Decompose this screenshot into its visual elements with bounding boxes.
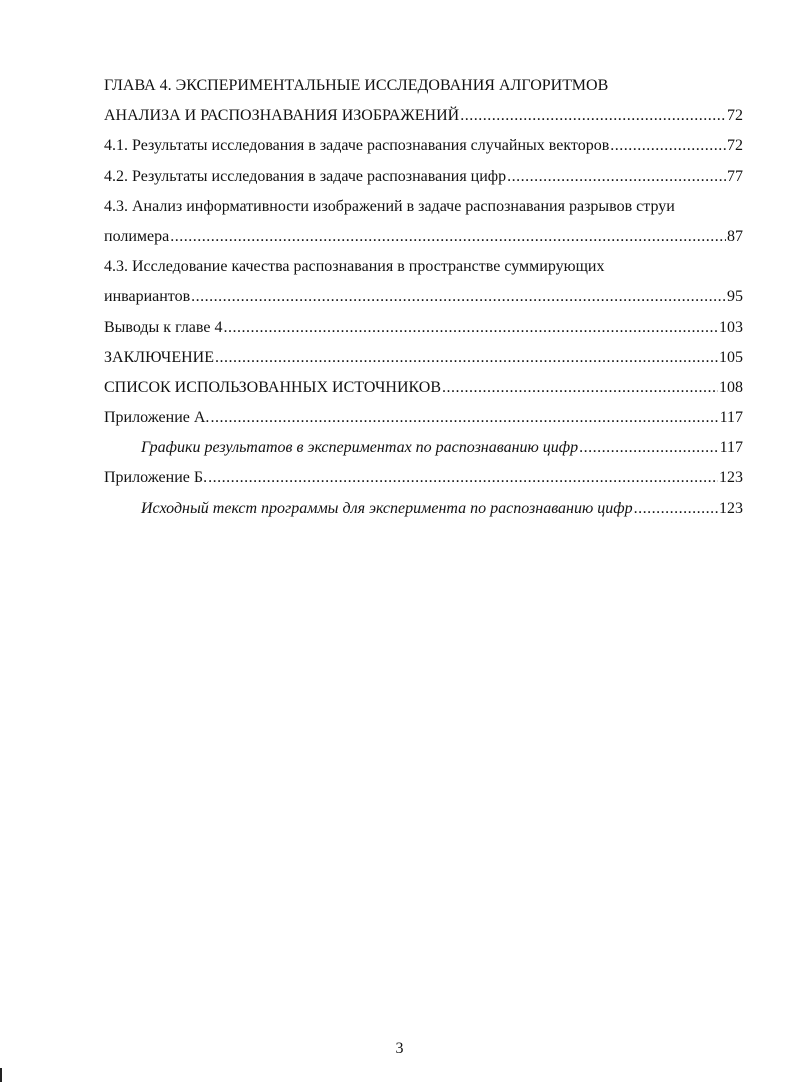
toc-page-number: 117 [719,439,743,457]
toc-page-number: 72 [727,107,743,125]
toc-page-number: 87 [727,227,743,245]
toc-entry-final [104,343,743,373]
toc-entry-text: СПИСОК ИСПОЛЬЗОВАННЫХ ИСТОЧНИКОВ [104,378,442,396]
table-of-contents [104,71,743,524]
toc-entry-text: АНАЛИЗА И РАСПОЗНАВАНИЯ ИЗОБРАЖЕНИЙ [104,107,460,125]
toc-entry-4-3b-line2 [104,282,743,312]
toc-entry-text: Графики результатов в экспериментах по распознаванию цифр [141,439,579,457]
dot-leader [210,403,718,433]
dot-leader [579,433,718,463]
dot-leader [170,222,726,252]
scan-edge-mark [0,1068,2,1082]
toc-entry-text: 4.2. Результаты исследования в задаче распознавания цифр [104,167,507,185]
toc-page-number: 105 [719,348,743,366]
dot-leader [442,373,718,403]
toc-entry-sources [104,373,743,403]
toc-entry-text: полимера [104,227,170,245]
toc-entry-text: 4.3. Анализ информативности изображений в задаче распознавания разрывов струи [104,197,675,215]
toc-entry-text: инвариантов [104,288,191,306]
toc-entry-text: Выводы к главе 4 [104,318,223,336]
toc-entry-text: Приложение А. [104,409,210,427]
toc-entry-conclusions-ch4 [104,313,743,343]
dot-leader [460,101,726,131]
toc-entry-4-3a-line2 [104,222,743,252]
dot-leader [215,343,718,373]
dot-leader [634,494,718,524]
toc-entry-text: 4.1. Результаты исследования в задаче распознавания случайных векторов [104,137,610,155]
toc-page-number: 117 [719,409,743,427]
toc-page-number: 95 [727,288,743,306]
toc-page-number: 123 [719,469,743,487]
toc-entry-appendix-a [104,403,743,433]
toc-entry-appendix-a-sub [104,433,743,463]
dot-leader [191,282,726,312]
toc-entry-text: ГЛАВА 4. ЭКСПЕРИМЕНТАЛЬНЫЕ ИССЛЕДОВАНИЯ АЛГОРИТМОВ [104,77,609,94]
toc-entry-chapter4-line2 [104,101,743,131]
toc-entry-text: Исходный текст программы для эксперимента по распознаванию цифр [141,499,633,517]
toc-entry-text: ЗАКЛЮЧЕНИЕ [104,348,214,366]
dot-leader [208,463,718,493]
toc-entry-4-3a-line1 [104,192,743,222]
toc-entry-text: Приложение Б. [104,469,208,487]
toc-entry-appendix-b-sub [104,494,743,524]
page-number: 3 [395,1040,404,1057]
toc-entry-4-1 [104,131,743,161]
dot-leader [223,313,718,343]
toc-page-number: 72 [727,137,743,155]
toc-page-number: 103 [719,318,743,336]
toc-entry-4-2 [104,162,743,192]
toc-page-number: 77 [727,167,743,185]
toc-page-number: 108 [719,378,743,396]
dot-leader [507,162,726,192]
toc-entry-chapter4-line1 [104,71,743,101]
toc-entry-appendix-b [104,463,743,493]
toc-page-number: 123 [719,499,743,517]
dot-leader [610,131,726,161]
toc-entry-4-3b-line1 [104,252,743,282]
toc-entry-text: 4.3. Исследование качества распознавания в пространстве суммирующих [104,258,605,276]
